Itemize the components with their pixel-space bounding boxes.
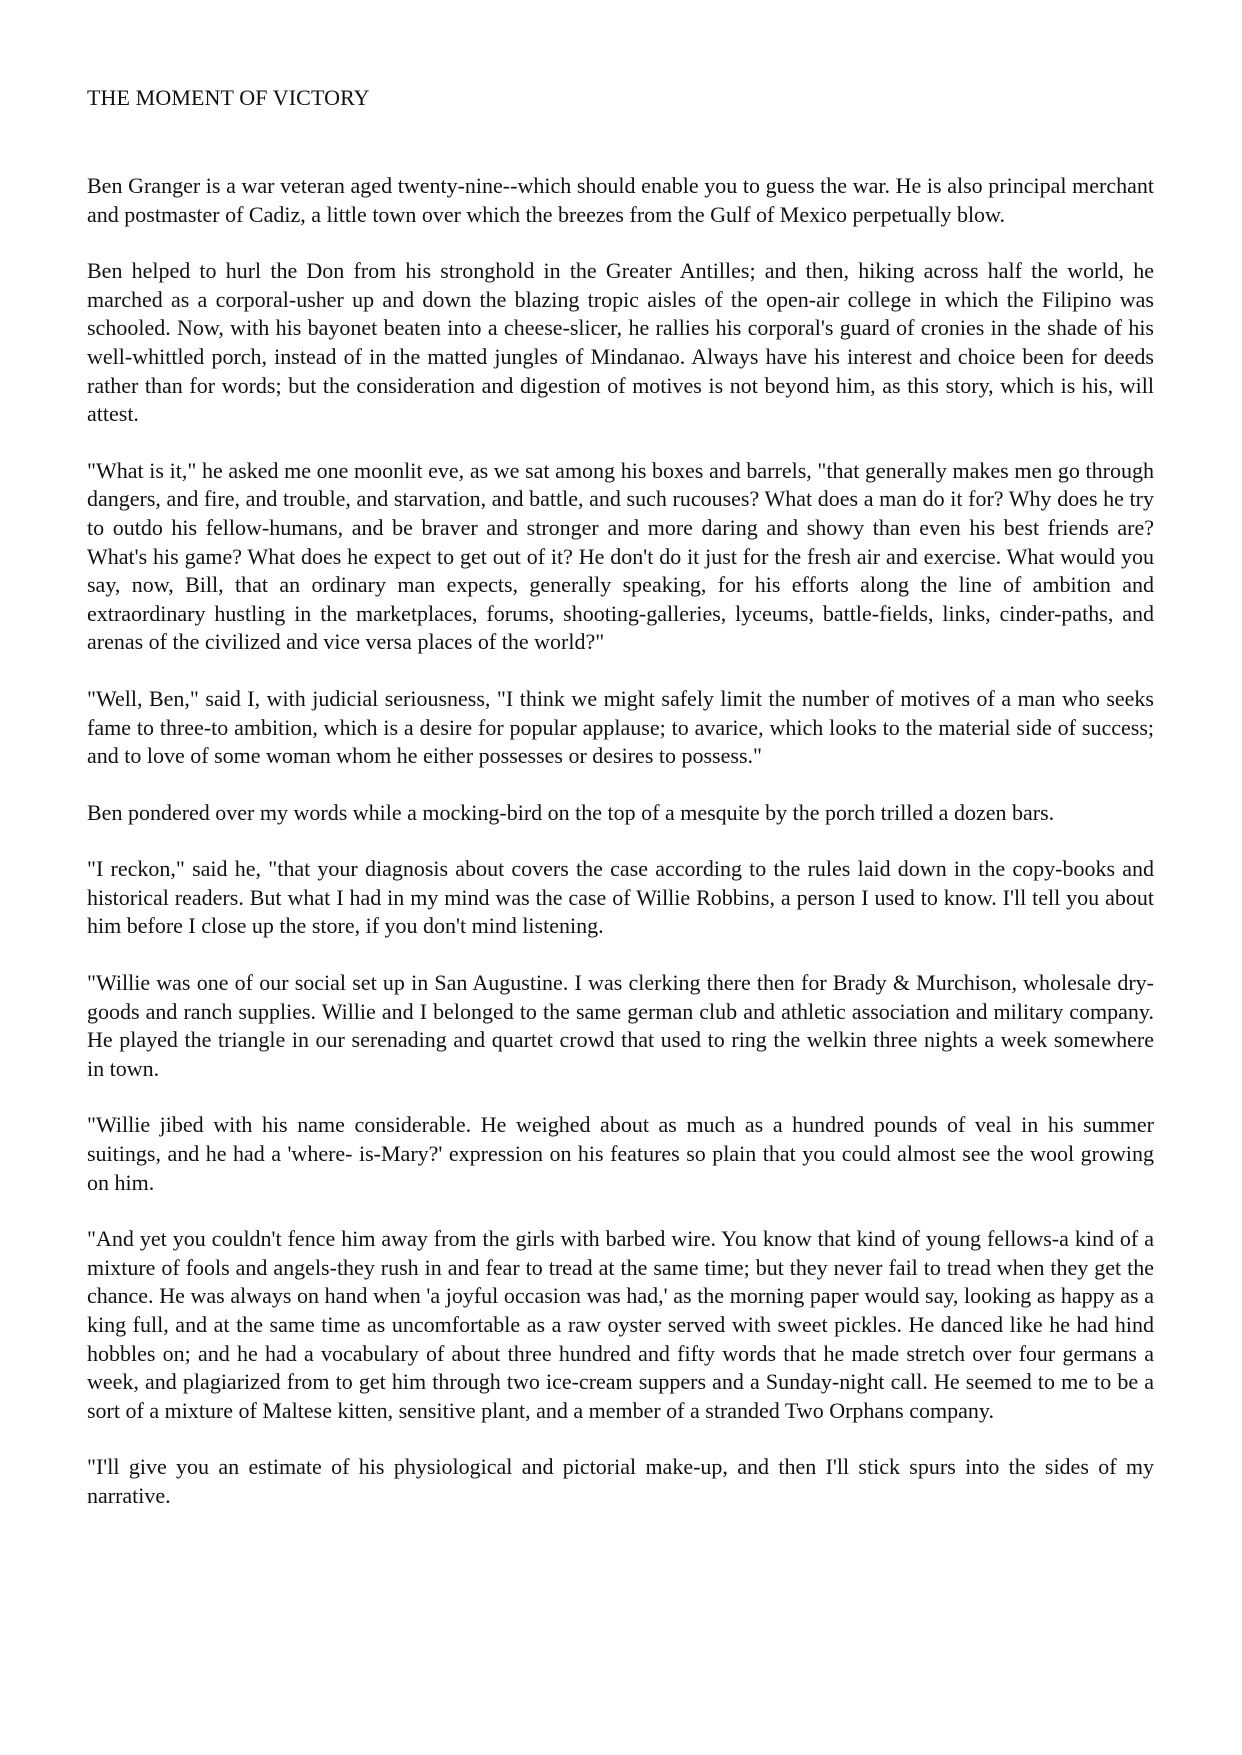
- paragraph-2: Ben helped to hurl the Don from his stronghold in the Greater Antilles; and then, hiking across half the world, he marched as a corporal-usher up and down the blazing tropic aisles of the open-air college in which the Filipino was schooled. Now, with his bayonet beaten into a cheese-slicer, he rallies his corporal's guard of cronies in the shade of his well-whittled porch, instead of in the matted jungles of Mindanao. Always have his interest and choice been for deeds rather than for words; but the consideration and digestion of motives is not beyond him, as this story, which is his, will attest.: [87, 258, 1154, 427]
- paragraph-8: "Willie jibed with his name considerable. He weighed about as much as a hundred pounds of veal in his summer suitings, and he had a 'where- is-Mary?' expression on his features so plain that you could almost see the wool growing on him.: [87, 1112, 1154, 1195]
- document-page: [87, 84, 1154, 1539]
- paragraph-5: Ben pondered over my words while a mocking-bird on the top of a mesquite by the porch trilled a dozen bars.: [87, 799, 1055, 825]
- paragraph-6: "I reckon," said he, "that your diagnosis about covers the case according to the rules laid down in the copy-books and historical readers. But what I had in my mind was the case of Willie Robbins, a person I used to know. I'll tell you about him before I close up the store, if you don't mind listening.: [87, 856, 1154, 939]
- paragraph-10: "I'll give you an estimate of his physiological and pictorial make-up, and then I'll stick spurs into the sides of my narrative.: [87, 1454, 1154, 1508]
- paragraph-4: "Well, Ben," said I, with judicial seriousness, "I think we might safely limit the number of motives of a man who seeks fame to three-to ambition, which is a desire for popular applause; to avarice, which looks to the material side of success; and to love of some woman whom he either possesses or desires to possess.": [87, 685, 1154, 769]
- paragraph-3: "What is it," he asked me one moonlit eve, as we sat among his boxes and barrels, "that generally makes men go through dangers, and fire, and trouble, and starvation, and battle, and such rucouses? What does a man do it for? Why does he try to outdo his fellow-humans, and be braver and stronger and more daring and showy than even his best friends are? What's his game? What does he expect to get out of it? He don't do it just for the fresh air and exercise. What would you say, now, Bill, that an ordinary man expects, generally speaking, for his efforts along the line of ambition and extraordinary hustling in the marketplaces, forums, shooting-galleries, lyceums, battle-fields, links, cinder-paths, and arenas of the civilized and vice versa places of the world?": [87, 457, 1154, 655]
- story-title: THE MOMENT OF VICTORY: [87, 85, 370, 110]
- paragraph-1: Ben Granger is a war veteran aged twenty-nine--which should enable you to guess the war. He is also principal merchant and postmaster of Cadiz, a little town over which the breezes from the Gulf of Mexico perpetually blow.: [87, 173, 1154, 227]
- paragraph-9: "And yet you couldn't fence him away from the girls with barbed wire. You know that kind of young fellows-a kind of a mixture of fools and angels-they rush in and fear to tread at the same time; but they never fail to tread when they get the chance. He was always on hand when 'a joyful occasion was had,' as the morning paper would say, looking as happy as a king full, and at the same time as uncomfortable as a raw oyster served with sweet pickles. He danced like he had hind hobbles on; and he had a vocabulary of about three hundred and fifty words that he made stretch over four germans a week, and plagiarized from to get him through two ice-cream suppers and a Sunday-night call. He seemed to me to be a sort of a mixture of Maltese kitten, sensitive plant, and a member of a stranded Two Orphans company.: [87, 1226, 1154, 1423]
- paragraph-7: "Willie was one of our social set up in San Augustine. I was clerking there then for Brady & Murchison, wholesale dry-goods and ranch supplies. Willie and I belonged to the same german club and athletic association and military company. He played the triangle in our serenading and quartet crowd that used to ring the welkin three nights a week somewhere in town.: [87, 970, 1154, 1081]
